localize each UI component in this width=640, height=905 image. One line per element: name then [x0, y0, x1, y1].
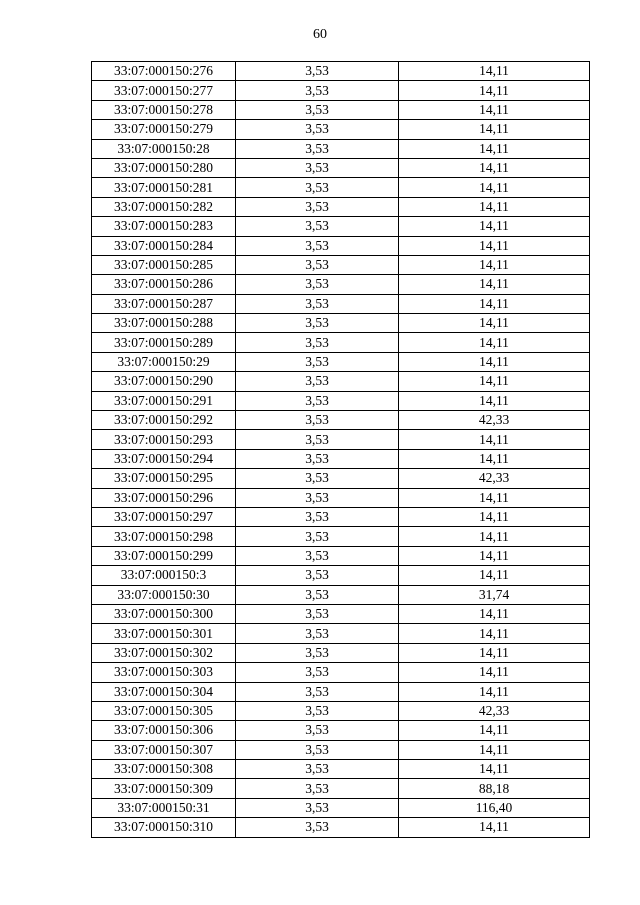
value-cell: 3,53: [236, 100, 399, 119]
cadastral-number-cell: 33:07:000150:286: [92, 275, 236, 294]
value-cell: 3,53: [236, 81, 399, 100]
value-cell: 3,53: [236, 663, 399, 682]
cadastral-number-cell: 33:07:000150:291: [92, 391, 236, 410]
amount-cell: 14,11: [399, 566, 590, 585]
value-cell: 3,53: [236, 352, 399, 371]
table-row: [92, 333, 590, 352]
amount-cell: 14,11: [399, 81, 590, 100]
amount-cell: 14,11: [399, 663, 590, 682]
cadastral-number-cell: 33:07:000150:278: [92, 100, 236, 119]
cadastral-number-cell: 33:07:000150:303: [92, 663, 236, 682]
table-row: [92, 81, 590, 100]
value-cell: 3,53: [236, 818, 399, 837]
table-row: [92, 294, 590, 313]
table-row: [92, 507, 590, 526]
amount-cell: 14,11: [399, 158, 590, 177]
value-cell: 3,53: [236, 604, 399, 623]
value-cell: 3,53: [236, 469, 399, 488]
table-row: [92, 566, 590, 585]
amount-cell: 14,11: [399, 527, 590, 546]
cadastral-number-cell: 33:07:000150:285: [92, 255, 236, 274]
cadastral-number-cell: 33:07:000150:306: [92, 721, 236, 740]
table-body: [92, 62, 590, 838]
table-row: [92, 682, 590, 701]
value-cell: 3,53: [236, 740, 399, 759]
amount-cell: 42,33: [399, 701, 590, 720]
table-row: [92, 411, 590, 430]
amount-cell: 14,11: [399, 294, 590, 313]
cadastral-number-cell: 33:07:000150:276: [92, 62, 236, 81]
value-cell: 3,53: [236, 779, 399, 798]
value-cell: 3,53: [236, 217, 399, 236]
cadastral-number-cell: 33:07:000150:284: [92, 236, 236, 255]
cadastral-number-cell: 33:07:000150:3: [92, 566, 236, 585]
table-row: [92, 624, 590, 643]
value-cell: 3,53: [236, 430, 399, 449]
value-cell: 3,53: [236, 158, 399, 177]
amount-cell: 14,11: [399, 721, 590, 740]
amount-cell: 14,11: [399, 352, 590, 371]
value-cell: 3,53: [236, 507, 399, 526]
amount-cell: 14,11: [399, 760, 590, 779]
value-cell: 3,53: [236, 139, 399, 158]
cadastral-number-cell: 33:07:000150:288: [92, 314, 236, 333]
value-cell: 3,53: [236, 566, 399, 585]
value-cell: 3,53: [236, 682, 399, 701]
amount-cell: 14,11: [399, 430, 590, 449]
cadastral-number-cell: 33:07:000150:282: [92, 197, 236, 216]
table-row: [92, 488, 590, 507]
cadastral-number-cell: 33:07:000150:299: [92, 546, 236, 565]
table-row: [92, 469, 590, 488]
table-row: [92, 139, 590, 158]
amount-cell: 14,11: [399, 100, 590, 119]
amount-cell: 14,11: [399, 740, 590, 759]
value-cell: 3,53: [236, 197, 399, 216]
amount-cell: 14,11: [399, 139, 590, 158]
cadastral-number-cell: 33:07:000150:302: [92, 643, 236, 662]
table-row: [92, 740, 590, 759]
table-row: [92, 546, 590, 565]
table-row: [92, 798, 590, 817]
cadastral-number-cell: 33:07:000150:287: [92, 294, 236, 313]
cadastral-number-cell: 33:07:000150:290: [92, 372, 236, 391]
value-cell: 3,53: [236, 411, 399, 430]
cadastral-number-cell: 33:07:000150:297: [92, 507, 236, 526]
value-cell: 3,53: [236, 178, 399, 197]
value-cell: 3,53: [236, 314, 399, 333]
table-row: [92, 120, 590, 139]
cadastral-number-cell: 33:07:000150:283: [92, 217, 236, 236]
table-row: [92, 449, 590, 468]
value-cell: 3,53: [236, 760, 399, 779]
value-cell: 3,53: [236, 391, 399, 410]
value-cell: 3,53: [236, 701, 399, 720]
value-cell: 3,53: [236, 275, 399, 294]
table-row: [92, 818, 590, 837]
amount-cell: 14,11: [399, 488, 590, 507]
table-row: [92, 779, 590, 798]
value-cell: 3,53: [236, 798, 399, 817]
amount-cell: 88,18: [399, 779, 590, 798]
amount-cell: 14,11: [399, 507, 590, 526]
value-cell: 3,53: [236, 255, 399, 274]
table-row: [92, 217, 590, 236]
cadastral-number-cell: 33:07:000150:30: [92, 585, 236, 604]
table-row: [92, 604, 590, 623]
cadastral-number-cell: 33:07:000150:304: [92, 682, 236, 701]
table-row: [92, 527, 590, 546]
value-cell: 3,53: [236, 333, 399, 352]
value-cell: 3,53: [236, 294, 399, 313]
cadastral-number-cell: 33:07:000150:310: [92, 818, 236, 837]
cadastral-number-cell: 33:07:000150:28: [92, 139, 236, 158]
cadastral-number-cell: 33:07:000150:31: [92, 798, 236, 817]
cadastral-number-cell: 33:07:000150:309: [92, 779, 236, 798]
cadastral-number-cell: 33:07:000150:300: [92, 604, 236, 623]
value-cell: 3,53: [236, 488, 399, 507]
table-row: [92, 275, 590, 294]
cadastral-number-cell: 33:07:000150:295: [92, 469, 236, 488]
value-cell: 3,53: [236, 721, 399, 740]
amount-cell: 14,11: [399, 449, 590, 468]
table-row: [92, 255, 590, 274]
value-cell: 3,53: [236, 449, 399, 468]
table-row: [92, 197, 590, 216]
amount-cell: 14,11: [399, 682, 590, 701]
cadastral-number-cell: 33:07:000150:29: [92, 352, 236, 371]
value-cell: 3,53: [236, 236, 399, 255]
cadastral-number-cell: 33:07:000150:301: [92, 624, 236, 643]
table-row: [92, 158, 590, 177]
cadastral-number-cell: 33:07:000150:280: [92, 158, 236, 177]
amount-cell: 42,33: [399, 469, 590, 488]
amount-cell: 14,11: [399, 120, 590, 139]
amount-cell: 14,11: [399, 604, 590, 623]
cadastral-number-cell: 33:07:000150:308: [92, 760, 236, 779]
value-cell: 3,53: [236, 643, 399, 662]
table-row: [92, 352, 590, 371]
amount-cell: 14,11: [399, 255, 590, 274]
cadastral-table: [91, 61, 590, 838]
amount-cell: 14,11: [399, 236, 590, 255]
table-row: [92, 585, 590, 604]
amount-cell: 116,40: [399, 798, 590, 817]
table-row: [92, 236, 590, 255]
amount-cell: 31,74: [399, 585, 590, 604]
table-row: [92, 391, 590, 410]
table-row: [92, 62, 590, 81]
value-cell: 3,53: [236, 527, 399, 546]
cadastral-number-cell: 33:07:000150:307: [92, 740, 236, 759]
cadastral-number-cell: 33:07:000150:277: [92, 81, 236, 100]
amount-cell: 42,33: [399, 411, 590, 430]
value-cell: 3,53: [236, 372, 399, 391]
table-row: [92, 663, 590, 682]
value-cell: 3,53: [236, 546, 399, 565]
table-row: [92, 643, 590, 662]
amount-cell: 14,11: [399, 546, 590, 565]
amount-cell: 14,11: [399, 178, 590, 197]
amount-cell: 14,11: [399, 62, 590, 81]
amount-cell: 14,11: [399, 372, 590, 391]
table-row: [92, 314, 590, 333]
amount-cell: 14,11: [399, 643, 590, 662]
cadastral-number-cell: 33:07:000150:293: [92, 430, 236, 449]
cadastral-number-cell: 33:07:000150:289: [92, 333, 236, 352]
amount-cell: 14,11: [399, 314, 590, 333]
amount-cell: 14,11: [399, 197, 590, 216]
cadastral-number-cell: 33:07:000150:305: [92, 701, 236, 720]
cadastral-number-cell: 33:07:000150:281: [92, 178, 236, 197]
page-number: 60: [313, 27, 327, 42]
table-row: [92, 721, 590, 740]
cadastral-number-cell: 33:07:000150:298: [92, 527, 236, 546]
amount-cell: 14,11: [399, 333, 590, 352]
table-row: [92, 372, 590, 391]
table-row: [92, 178, 590, 197]
value-cell: 3,53: [236, 120, 399, 139]
amount-cell: 14,11: [399, 624, 590, 643]
table-row: [92, 100, 590, 119]
table-row: [92, 701, 590, 720]
value-cell: 3,53: [236, 62, 399, 81]
amount-cell: 14,11: [399, 275, 590, 294]
table-row: [92, 760, 590, 779]
value-cell: 3,53: [236, 585, 399, 604]
amount-cell: 14,11: [399, 391, 590, 410]
table-row: [92, 430, 590, 449]
cadastral-number-cell: 33:07:000150:292: [92, 411, 236, 430]
cadastral-number-cell: 33:07:000150:296: [92, 488, 236, 507]
cadastral-number-cell: 33:07:000150:294: [92, 449, 236, 468]
cadastral-number-cell: 33:07:000150:279: [92, 120, 236, 139]
amount-cell: 14,11: [399, 818, 590, 837]
value-cell: 3,53: [236, 624, 399, 643]
amount-cell: 14,11: [399, 217, 590, 236]
